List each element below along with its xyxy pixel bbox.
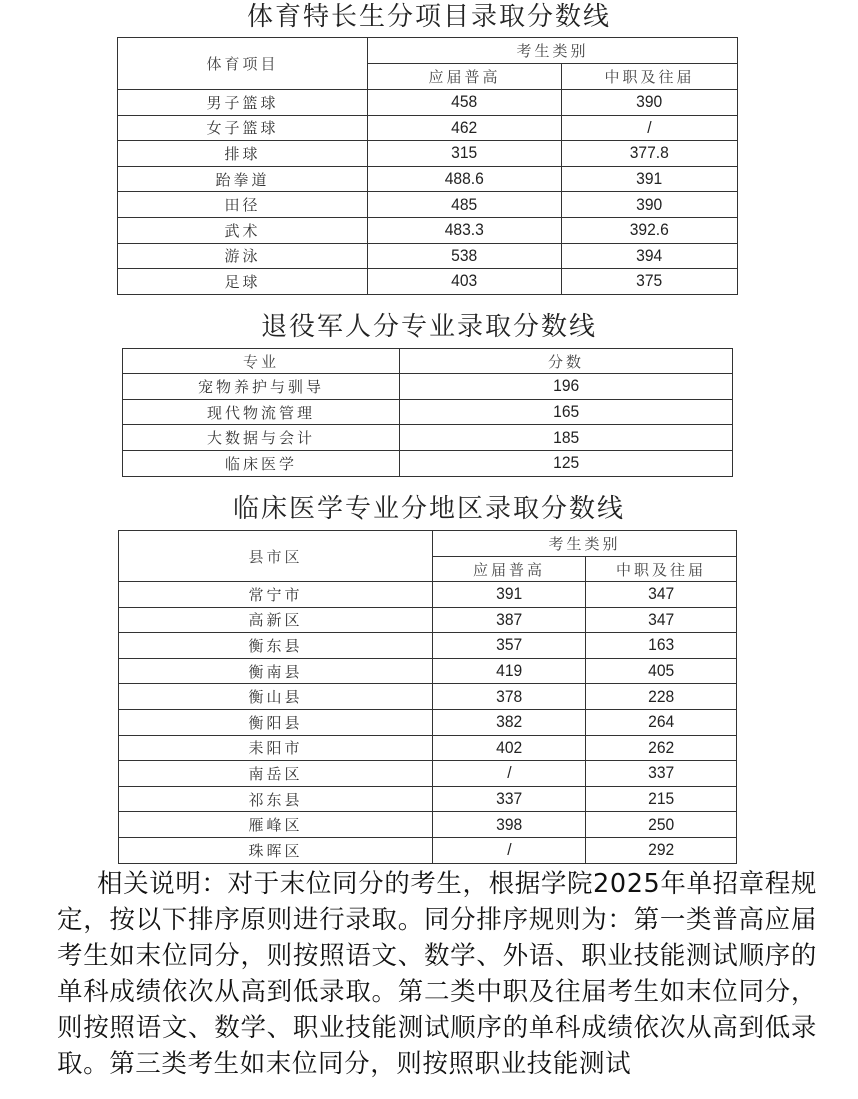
region-name-cell-text: 衡东县 bbox=[248, 636, 303, 655]
table-row bbox=[123, 374, 733, 400]
fresh-score-cell bbox=[433, 786, 586, 812]
table-row bbox=[118, 166, 738, 192]
sport-name-cell bbox=[118, 217, 368, 243]
vocational-score-cell-text: 215 bbox=[647, 789, 675, 809]
major-score-cell-text: 125 bbox=[552, 453, 580, 473]
fresh-score-cell-text: 485 bbox=[451, 194, 478, 214]
region-name-cell bbox=[119, 709, 433, 735]
sport-name-cell bbox=[118, 90, 368, 116]
vocational-score-cell-text: / bbox=[647, 117, 652, 137]
sport-name-cell-text: 男子篮球 bbox=[206, 93, 279, 112]
fresh-score-cell bbox=[433, 837, 586, 863]
fresh-score-cell-text: 488.6 bbox=[444, 169, 485, 189]
vocational-score-cell-text: 347 bbox=[647, 584, 675, 604]
table-row bbox=[123, 451, 733, 477]
fresh-score-cell bbox=[368, 217, 562, 243]
header-candidate-category: 考生类别 bbox=[433, 531, 737, 557]
major-score-cell-text: 185 bbox=[552, 427, 580, 447]
fresh-score-cell-text: 462 bbox=[451, 117, 478, 137]
table-row bbox=[119, 684, 737, 710]
vocational-score-cell-text: 337 bbox=[647, 763, 675, 783]
vocational-score-cell-text: 375 bbox=[636, 271, 663, 291]
fresh-score-cell-text: 403 bbox=[451, 271, 478, 291]
vocational-score-cell bbox=[586, 633, 737, 659]
fresh-score-cell-text: 458 bbox=[451, 92, 478, 112]
fresh-score-cell bbox=[433, 709, 586, 735]
vocational-score-cell-text: 377.8 bbox=[629, 143, 670, 163]
header-major: 专业 bbox=[123, 349, 400, 374]
vocational-score-cell-text: 292 bbox=[647, 840, 675, 860]
region-name-cell-text: 衡阳县 bbox=[248, 713, 303, 732]
vocational-score-cell bbox=[562, 269, 738, 295]
fresh-score-cell bbox=[433, 658, 586, 684]
fresh-score-cell-text: 387 bbox=[495, 609, 523, 629]
table-row bbox=[119, 812, 737, 838]
table-row bbox=[119, 582, 737, 608]
header-vocational-previous: 中职及往届 bbox=[586, 557, 737, 582]
vocational-score-cell-text: 228 bbox=[647, 686, 675, 706]
table-row bbox=[123, 425, 733, 451]
veterans-table-title: 退役军人分专业录取分数线 bbox=[260, 312, 597, 342]
vocational-score-cell bbox=[562, 166, 738, 192]
sport-name-cell-text: 女子篮球 bbox=[206, 119, 279, 138]
header-vocational-previous: 中职及往届 bbox=[562, 64, 738, 90]
major-name-cell bbox=[123, 374, 400, 400]
region-name-cell-text: 珠晖区 bbox=[248, 841, 303, 860]
vocational-score-cell bbox=[562, 90, 738, 116]
region-name-cell bbox=[119, 812, 433, 838]
vocational-score-cell bbox=[586, 837, 737, 863]
sport-name-cell-text: 武术 bbox=[224, 221, 261, 240]
major-name-cell bbox=[123, 399, 400, 425]
fresh-score-cell bbox=[368, 243, 562, 269]
major-name-cell bbox=[123, 425, 400, 451]
vocational-score-cell bbox=[562, 115, 738, 141]
fresh-score-cell bbox=[433, 582, 586, 608]
vocational-score-cell bbox=[586, 812, 737, 838]
vocational-score-cell bbox=[586, 684, 737, 710]
fresh-score-cell-text: 357 bbox=[495, 635, 523, 655]
fresh-score-cell-text: 391 bbox=[495, 584, 523, 604]
vocational-score-cell-text: 347 bbox=[647, 609, 675, 629]
fresh-score-cell-text: 315 bbox=[451, 143, 478, 163]
table-row bbox=[118, 115, 738, 141]
table-row bbox=[118, 141, 738, 167]
table-row bbox=[119, 786, 737, 812]
vocational-score-cell bbox=[562, 243, 738, 269]
table-row bbox=[118, 90, 738, 116]
vocational-score-cell-text: 390 bbox=[636, 194, 663, 214]
header-candidate-category: 考生类别 bbox=[368, 38, 738, 64]
table-row bbox=[119, 709, 737, 735]
sport-name-cell bbox=[118, 166, 368, 192]
fresh-score-cell-text: 402 bbox=[495, 737, 523, 757]
region-name-cell-text: 耒阳市 bbox=[248, 739, 303, 758]
vocational-score-cell-text: 250 bbox=[647, 814, 675, 834]
fresh-score-cell bbox=[433, 633, 586, 659]
region-name-cell-text: 常宁市 bbox=[248, 585, 303, 604]
fresh-score-cell-text: / bbox=[506, 763, 512, 783]
sport-name-cell-text: 排球 bbox=[224, 144, 261, 163]
sport-name-cell bbox=[118, 115, 368, 141]
vocational-score-cell-text: 394 bbox=[636, 245, 663, 265]
region-name-cell bbox=[119, 837, 433, 863]
vocational-score-cell-text: 390 bbox=[636, 92, 663, 112]
fresh-score-cell bbox=[433, 607, 586, 633]
region-name-cell-text: 衡山县 bbox=[248, 688, 303, 707]
vocational-score-cell-text: 392.6 bbox=[629, 220, 670, 240]
major-score-cell bbox=[400, 425, 733, 451]
fresh-score-cell-text: 398 bbox=[495, 814, 523, 834]
fresh-score-cell bbox=[433, 812, 586, 838]
sport-name-cell-text: 跆拳道 bbox=[215, 170, 270, 189]
vocational-score-cell-text: 163 bbox=[647, 635, 675, 655]
fresh-score-cell-text: 538 bbox=[451, 245, 478, 265]
vocational-score-cell bbox=[586, 761, 737, 787]
table-row bbox=[119, 761, 737, 787]
vocational-score-cell bbox=[562, 217, 738, 243]
fresh-score-cell bbox=[368, 141, 562, 167]
major-score-cell-text: 196 bbox=[552, 376, 580, 396]
clinical-table-title: 临床医学专业分地区录取分数线 bbox=[232, 494, 625, 524]
sport-name-cell bbox=[118, 192, 368, 218]
region-name-cell-text: 南岳区 bbox=[248, 764, 303, 783]
header-sport-item: 体育项目 bbox=[118, 38, 368, 90]
vocational-score-cell-text: 405 bbox=[647, 661, 675, 681]
vocational-score-cell bbox=[586, 658, 737, 684]
vocational-score-cell bbox=[586, 786, 737, 812]
table-row bbox=[119, 735, 737, 761]
major-name-cell bbox=[123, 451, 400, 477]
fresh-score-cell-text: 378 bbox=[495, 686, 523, 706]
header-score: 分数 bbox=[400, 349, 733, 374]
vocational-score-cell bbox=[586, 709, 737, 735]
major-score-cell bbox=[400, 399, 733, 425]
sport-name-cell-text: 游泳 bbox=[224, 247, 261, 266]
sport-name-cell-text: 足球 bbox=[224, 272, 261, 291]
major-score-cell bbox=[400, 374, 733, 400]
fresh-score-cell bbox=[433, 735, 586, 761]
fresh-score-cell bbox=[368, 166, 562, 192]
table-row bbox=[119, 658, 737, 684]
table-row bbox=[118, 269, 738, 295]
major-score-cell bbox=[400, 451, 733, 477]
vocational-score-cell-text: 264 bbox=[647, 712, 675, 732]
region-name-cell-text: 高新区 bbox=[248, 611, 303, 630]
sport-name-cell bbox=[118, 243, 368, 269]
header-fresh-high-school: 应届普高 bbox=[433, 557, 586, 582]
sports-score-table bbox=[117, 37, 738, 295]
fresh-score-cell-text: 382 bbox=[495, 712, 523, 732]
table-row bbox=[119, 607, 737, 633]
vocational-score-cell-text: 391 bbox=[636, 169, 663, 189]
vocational-score-cell bbox=[586, 735, 737, 761]
sport-name-cell-text: 田径 bbox=[224, 196, 261, 215]
vocational-score-cell bbox=[586, 582, 737, 608]
table-row bbox=[119, 633, 737, 659]
region-name-cell bbox=[119, 582, 433, 608]
region-name-cell bbox=[119, 786, 433, 812]
region-name-cell-text: 祁东县 bbox=[248, 790, 303, 809]
region-name-cell bbox=[119, 761, 433, 787]
major-name-cell-text: 现代物流管理 bbox=[206, 403, 315, 422]
region-name-cell bbox=[119, 658, 433, 684]
tie-break-note: 相关说明：对于末位同分的考生，根据学院2025年单招章程规定，按以下排序原则进行录取。同分排序规则为：第一类普高应届考生如末位同分，则按照语文、数学、外语、职业技能测试顺序的单科成绩依次从高到低录取。第二类中职及往届考生如末位同分，则按照语文、数学、职业技能测试顺序的单科成绩依次从高到低录取。第三类考生如末位同分，则按照职业技能测试 bbox=[57, 869, 817, 1079]
sport-name-cell bbox=[118, 141, 368, 167]
fresh-score-cell bbox=[368, 90, 562, 116]
table-row bbox=[123, 399, 733, 425]
sports-table-title: 体育特长生分项目录取分数线 bbox=[246, 2, 611, 32]
header-region: 县市区 bbox=[119, 531, 433, 582]
clinical-region-score-table bbox=[118, 530, 737, 864]
region-name-cell-text: 雁峰区 bbox=[248, 816, 303, 835]
fresh-score-cell-text: 483.3 bbox=[444, 220, 485, 240]
table-row bbox=[118, 192, 738, 218]
fresh-score-cell bbox=[433, 684, 586, 710]
sport-name-cell bbox=[118, 269, 368, 295]
vocational-score-cell bbox=[562, 141, 738, 167]
major-score-cell-text: 165 bbox=[552, 402, 580, 422]
header-fresh-high-school: 应届普高 bbox=[368, 64, 562, 90]
fresh-score-cell bbox=[368, 192, 562, 218]
major-name-cell-text: 大数据与会计 bbox=[206, 429, 315, 448]
table-row bbox=[118, 217, 738, 243]
major-name-cell-text: 临床医学 bbox=[224, 454, 297, 473]
region-name-cell bbox=[119, 684, 433, 710]
fresh-score-cell-text: 419 bbox=[495, 661, 523, 681]
fresh-score-cell bbox=[368, 269, 562, 295]
region-name-cell bbox=[119, 735, 433, 761]
region-name-cell-text: 衡南县 bbox=[248, 662, 303, 681]
veterans-score-table bbox=[122, 348, 733, 477]
table-row bbox=[119, 837, 737, 863]
table-row bbox=[118, 243, 738, 269]
fresh-score-cell-text: 337 bbox=[495, 789, 523, 809]
region-name-cell bbox=[119, 633, 433, 659]
fresh-score-cell bbox=[433, 761, 586, 787]
vocational-score-cell-text: 262 bbox=[647, 737, 675, 757]
vocational-score-cell bbox=[586, 607, 737, 633]
fresh-score-cell bbox=[368, 115, 562, 141]
region-name-cell bbox=[119, 607, 433, 633]
fresh-score-cell-text: / bbox=[506, 840, 512, 860]
major-name-cell-text: 宠物养护与驯导 bbox=[197, 377, 324, 396]
vocational-score-cell bbox=[562, 192, 738, 218]
